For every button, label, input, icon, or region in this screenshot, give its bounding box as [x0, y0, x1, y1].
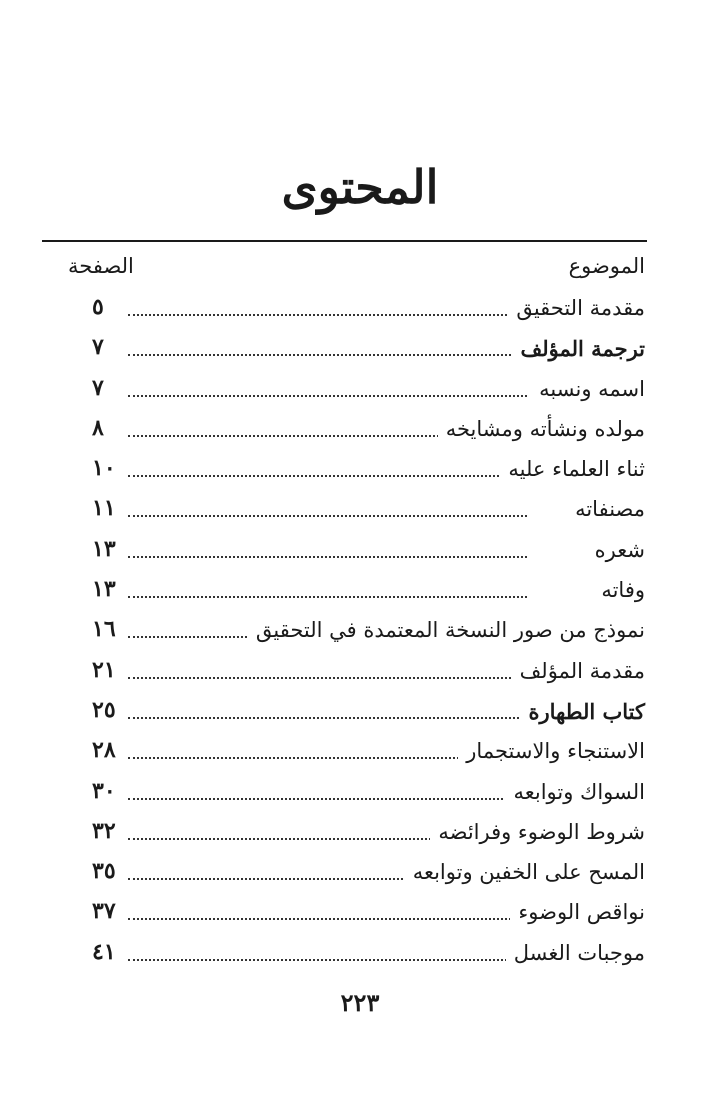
toc-entry	[42, 290, 647, 330]
toc-entry-title: الاستنجاء والاستجمار	[458, 739, 645, 763]
dot-leader	[128, 314, 527, 316]
toc-entry	[42, 854, 647, 894]
toc-entry-title: مولده ونشأته ومشايخه	[438, 417, 645, 441]
toc-entry-page: ٤١	[92, 938, 116, 965]
dot-leader	[128, 596, 527, 598]
toc-entry-page: ٢١	[92, 656, 116, 683]
dot-leader	[128, 475, 527, 477]
toc-entry-title: ثناء العلماء عليه	[500, 457, 645, 481]
toc-entry	[42, 733, 647, 773]
page-column-label: الصفحة	[68, 254, 134, 278]
dot-leader	[128, 395, 527, 397]
toc-entry-title: المسح على الخفين وتوابعه	[405, 860, 645, 884]
header-rule	[42, 240, 647, 242]
toc-entry-page: ١٣	[92, 576, 116, 603]
toc-entry	[42, 693, 647, 733]
toc-entry-page: ٣٠	[92, 777, 116, 804]
toc-header	[42, 250, 647, 286]
dot-leader	[128, 677, 527, 679]
toc-entry	[42, 330, 647, 370]
dot-leader	[128, 798, 527, 800]
toc-entry-page: ٢٨	[92, 737, 116, 764]
toc-entry-page: ١١	[92, 495, 116, 522]
toc-entry-title: مقدمة التحقيق	[508, 296, 645, 320]
toc-entry	[42, 411, 647, 451]
toc-entry-title: نواقص الوضوء	[510, 900, 645, 924]
toc-entry-title: موجبات الغسل	[506, 941, 645, 965]
toc-entry-title: مقدمة المؤلف	[512, 659, 645, 683]
toc-entry-title: اسمه ونسبه	[531, 377, 645, 401]
topic-column-label: الموضوع	[568, 254, 645, 278]
toc-entry-title: نموذج من صور النسخة المعتمدة في التحقيق	[248, 618, 645, 642]
toc-entry-page: ٣٥	[92, 858, 116, 885]
toc-entry	[42, 774, 647, 814]
page-title: المحتوى	[281, 160, 439, 214]
toc-entry-page: ١٦	[92, 616, 116, 643]
page-number: ٢٢٣	[340, 988, 380, 1017]
toc-entry	[42, 371, 647, 411]
toc-entry-title: وفاته	[593, 578, 645, 602]
toc-entry-title: شعره	[587, 538, 645, 562]
table-of-contents	[42, 290, 647, 975]
toc-entry-page: ٧	[92, 334, 104, 361]
dot-leader	[128, 556, 527, 558]
toc-entry-page: ٣٢	[92, 817, 116, 844]
toc-entry-page: ٨	[92, 414, 104, 441]
toc-entry-page: ١٠	[92, 455, 116, 482]
toc-entry-page: ٢٥	[92, 696, 116, 723]
dot-leader	[128, 515, 527, 517]
toc-entry-page: ٧	[92, 374, 104, 401]
toc-entry-page: ٣٧	[92, 898, 116, 925]
toc-entry	[42, 451, 647, 491]
dot-leader	[128, 959, 527, 961]
toc-entry-page: ١٣	[92, 535, 116, 562]
toc-entry	[42, 894, 647, 934]
toc-entry-title: شروط الوضوء وفرائضه	[430, 820, 645, 844]
toc-entry	[42, 612, 647, 652]
toc-entry	[42, 572, 647, 612]
toc-entry	[42, 653, 647, 693]
dot-leader	[128, 717, 527, 719]
toc-entry	[42, 935, 647, 975]
toc-entry-title: السواك وتوابعه	[505, 780, 645, 804]
dot-leader	[128, 354, 527, 356]
dot-leader	[128, 918, 527, 920]
toc-entry-page: ٥	[92, 294, 104, 320]
toc-entry	[42, 814, 647, 854]
toc-entry-title: مصنفاته	[567, 497, 645, 521]
toc-entry	[42, 532, 647, 572]
toc-entry	[42, 491, 647, 531]
toc-entry-title: ترجمة المؤلف	[513, 336, 645, 361]
toc-entry-title: كتاب الطهارة	[521, 699, 646, 724]
